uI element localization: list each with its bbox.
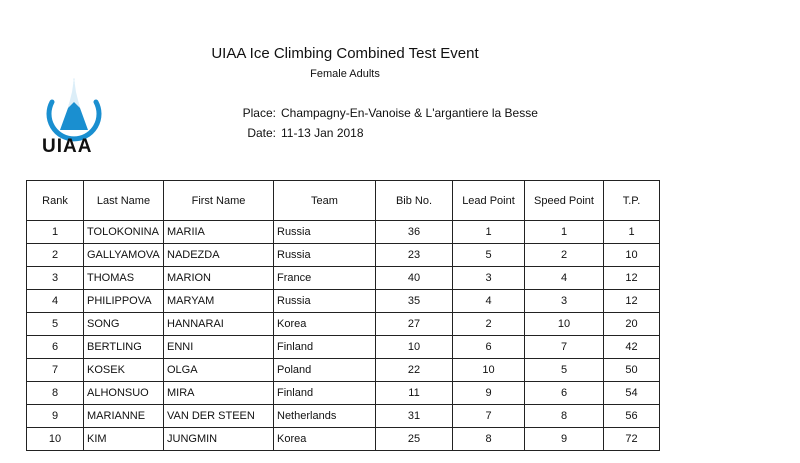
cell-bib-no: 35: [376, 290, 453, 313]
cell-rank: 5: [27, 313, 84, 336]
cell-bib-no: 25: [376, 428, 453, 451]
cell-first-name: MIRA: [164, 382, 274, 405]
table-row: [27, 267, 660, 290]
place-value: Champagny-En-Vanoise & L'argantiere la Besse: [281, 106, 538, 120]
table-row: [27, 382, 660, 405]
cell-team: Finland: [274, 382, 376, 405]
cell-rank: 9: [27, 405, 84, 428]
cell-speed-point: 3: [525, 290, 604, 313]
cell-last-name: THOMAS: [84, 267, 164, 290]
cell-last-name: BERTLING: [84, 336, 164, 359]
cell-lead-point: 7: [453, 405, 525, 428]
cell-team: France: [274, 267, 376, 290]
results-table: [26, 180, 660, 451]
page-subtitle: Female Adults: [310, 68, 380, 80]
cell-speed-point: 7: [525, 336, 604, 359]
cell-bib-no: 40: [376, 267, 453, 290]
header-tp: T.P.: [604, 181, 660, 221]
cell-first-name: VAN DER STEEN: [164, 405, 274, 428]
cell-team: Russia: [274, 290, 376, 313]
cell-bib-no: 10: [376, 336, 453, 359]
cell-lead-point: 8: [453, 428, 525, 451]
cell-rank: 4: [27, 290, 84, 313]
cell-tp: 50: [604, 359, 660, 382]
cell-tp: 54: [604, 382, 660, 405]
table-row: [27, 359, 660, 382]
header-bib-no: Bib No.: [376, 181, 453, 221]
cell-last-name: TOLOKONINA: [84, 221, 164, 244]
date-value: 11-13 Jan 2018: [281, 126, 364, 140]
cell-rank: 1: [27, 221, 84, 244]
cell-lead-point: 4: [453, 290, 525, 313]
cell-team: Poland: [274, 359, 376, 382]
cell-speed-point: 9: [525, 428, 604, 451]
logo-text: UIAA: [42, 136, 93, 157]
cell-team: Russia: [274, 244, 376, 267]
table-row: [27, 290, 660, 313]
cell-speed-point: 10: [525, 313, 604, 336]
cell-last-name: PHILIPPOVA: [84, 290, 164, 313]
table-row: [27, 244, 660, 267]
table-row: [27, 221, 660, 244]
cell-lead-point: 10: [453, 359, 525, 382]
table-row: [27, 428, 660, 451]
place-line: [236, 106, 538, 120]
cell-tp: 12: [604, 267, 660, 290]
cell-lead-point: 5: [453, 244, 525, 267]
cell-tp: 42: [604, 336, 660, 359]
place-label: Place:: [242, 106, 276, 120]
cell-speed-point: 2: [525, 244, 604, 267]
cell-first-name: MARION: [164, 267, 274, 290]
cell-first-name: HANNARAI: [164, 313, 274, 336]
header-team: Team: [274, 181, 376, 221]
cell-team: Korea: [274, 313, 376, 336]
cell-rank: 2: [27, 244, 84, 267]
cell-tp: 56: [604, 405, 660, 428]
cell-tp: 1: [604, 221, 660, 244]
cell-rank: 3: [27, 267, 84, 290]
cell-bib-no: 36: [376, 221, 453, 244]
cell-first-name: MARYAM: [164, 290, 274, 313]
cell-bib-no: 22: [376, 359, 453, 382]
cell-rank: 6: [27, 336, 84, 359]
cell-last-name: GALLYAMOVA: [84, 244, 164, 267]
cell-last-name: KIM: [84, 428, 164, 451]
header-rank: Rank: [27, 181, 84, 221]
cell-rank: 8: [27, 382, 84, 405]
date-label: Date:: [247, 126, 276, 140]
cell-rank: 10: [27, 428, 84, 451]
cell-bib-no: 23: [376, 244, 453, 267]
page-title: UIAA Ice Climbing Combined Test Event: [211, 45, 479, 62]
header-lead-point: Lead Point: [453, 181, 525, 221]
cell-team: Netherlands: [274, 405, 376, 428]
cell-team: Russia: [274, 221, 376, 244]
header-speed-point: Speed Point: [525, 181, 604, 221]
cell-tp: 72: [604, 428, 660, 451]
cell-lead-point: 9: [453, 382, 525, 405]
cell-lead-point: 6: [453, 336, 525, 359]
cell-bib-no: 11: [376, 382, 453, 405]
cell-last-name: SONG: [84, 313, 164, 336]
cell-first-name: JUNGMIN: [164, 428, 274, 451]
cell-team: Finland: [274, 336, 376, 359]
header-first-name: First Name: [164, 181, 274, 221]
cell-tp: 12: [604, 290, 660, 313]
cell-speed-point: 8: [525, 405, 604, 428]
cell-speed-point: 4: [525, 267, 604, 290]
table-row: [27, 313, 660, 336]
cell-lead-point: 1: [453, 221, 525, 244]
cell-speed-point: 5: [525, 359, 604, 382]
cell-first-name: NADEZDA: [164, 244, 274, 267]
cell-first-name: ENNI: [164, 336, 274, 359]
cell-tp: 20: [604, 313, 660, 336]
cell-tp: 10: [604, 244, 660, 267]
cell-first-name: OLGA: [164, 359, 274, 382]
cell-team: Korea: [274, 428, 376, 451]
cell-lead-point: 2: [453, 313, 525, 336]
table-row: [27, 336, 660, 359]
table-header-row: [27, 181, 660, 221]
cell-rank: 7: [27, 359, 84, 382]
cell-speed-point: 6: [525, 382, 604, 405]
cell-last-name: ALHONSUO: [84, 382, 164, 405]
cell-last-name: MARIANNE: [84, 405, 164, 428]
cell-first-name: MARIIA: [164, 221, 274, 244]
cell-speed-point: 1: [525, 221, 604, 244]
cell-last-name: KOSEK: [84, 359, 164, 382]
date-line: [236, 126, 364, 140]
cell-lead-point: 3: [453, 267, 525, 290]
header-last-name: Last Name: [84, 181, 164, 221]
table-row: [27, 405, 660, 428]
cell-bib-no: 31: [376, 405, 453, 428]
cell-bib-no: 27: [376, 313, 453, 336]
